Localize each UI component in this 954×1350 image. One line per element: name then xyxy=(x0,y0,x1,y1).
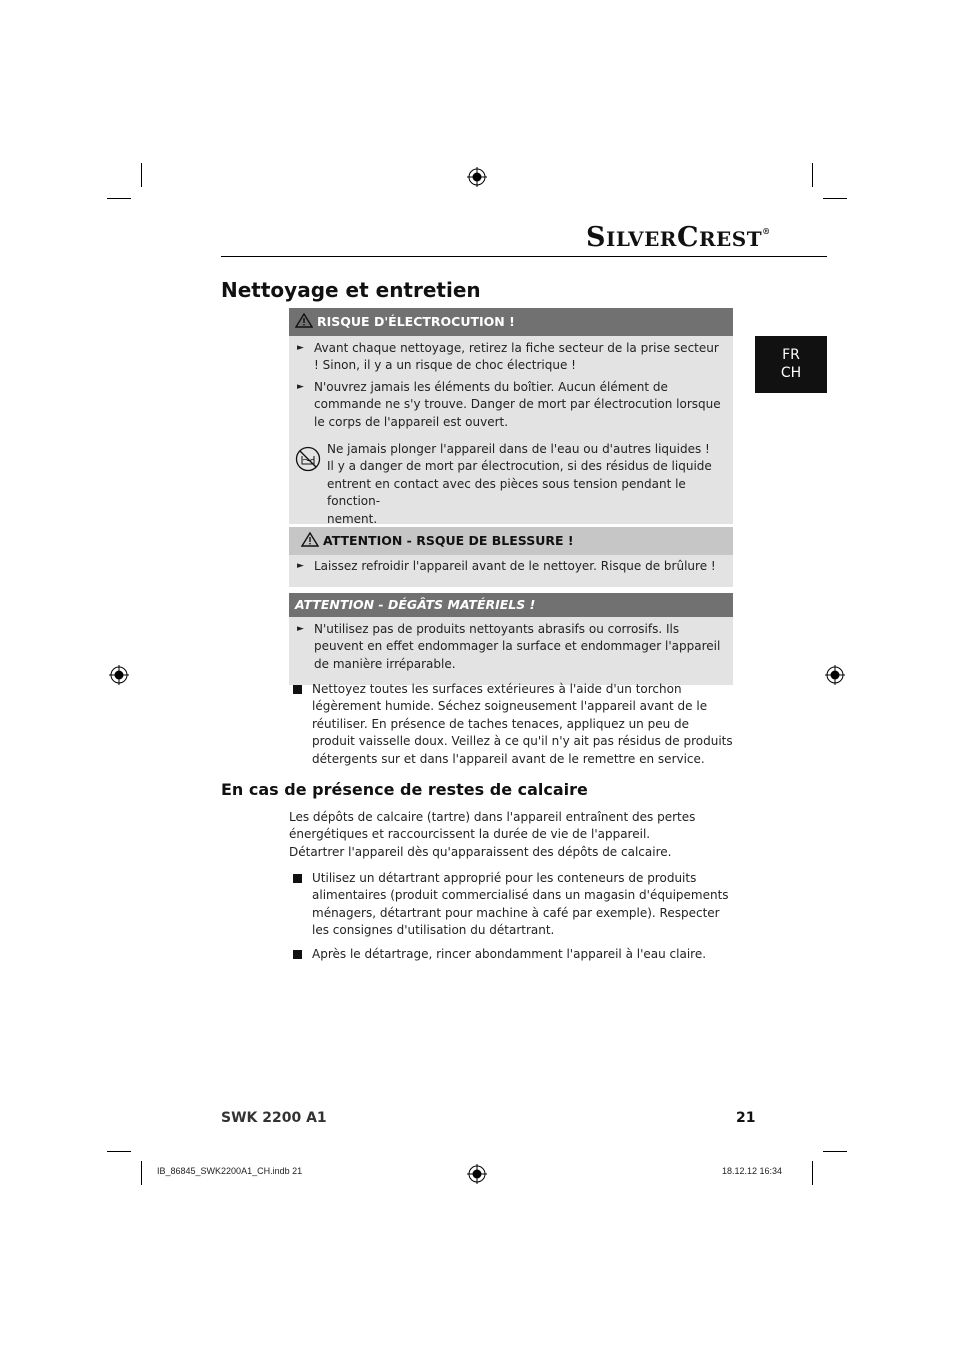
square-bullet-icon xyxy=(293,685,302,694)
list-item: Après le détartrage, rincer abondamment l'appareil à l'eau claire. xyxy=(293,946,733,963)
list-item: ► Avant chaque nettoyage, retirez la fiche secteur de la prise secteur ! Sinon, il y a un risque de choc électrique ! xyxy=(297,341,719,373)
registration-mark-icon xyxy=(825,665,845,685)
crop-mark xyxy=(812,163,813,187)
language-tab: FR CH xyxy=(755,336,827,393)
warning-heading: ATTENTION - RSQUE DE BLESSURE ! xyxy=(289,527,733,555)
crop-mark xyxy=(141,163,142,187)
list-item: ► Laissez refroidir l'appareil avant de le nettoyer. Risque de brûlure ! xyxy=(297,558,723,575)
print-slug-file: IB_86845_SWK2200A1_CH.indb 21 xyxy=(157,1166,303,1176)
no-immersion-icon xyxy=(295,446,321,472)
square-bullet-icon xyxy=(293,950,302,959)
arrow-bullet-icon: ► xyxy=(297,381,304,392)
brand-logo: SILVERCREST® xyxy=(586,222,771,253)
list-item: ► N'ouvrez jamais les éléments du boîtier. Aucun élément de commande ne s'y trouve. Danger de mort par électrocution lorsque le corps de l'appareil est ouvert. xyxy=(297,379,721,429)
list-item: Utilisez un détartrant approprié pour les conteneurs de produits alimentaires (produit commercialisé dans un magasin d'équipements ménagers, détartrant pour machine à café par exemple). Respecter les consignes d'utilisation du détartrant. xyxy=(293,870,733,940)
warning-box-electrocution xyxy=(289,308,733,524)
crop-mark xyxy=(141,1161,142,1185)
warning-box-injury xyxy=(289,527,733,587)
section-title: En cas de présence de restes de calcaire xyxy=(221,780,588,799)
crop-mark xyxy=(812,1161,813,1185)
list-item: ► N'utilisez pas de produits nettoyants abrasifs ou corrosifs. Ils peuvent en effet endommager la surface et endommager l'appareil de manière irréparable. xyxy=(297,622,721,671)
warning-heading: RISQUE D'ÉLECTROCUTION ! xyxy=(289,308,733,336)
arrow-bullet-icon: ► xyxy=(297,343,304,353)
list-item: Nettoyez toutes les surfaces extérieures à l'aide d'un torchon légèrement humide. Séchez soigneusement l'appareil avant de le réutiliser. En présence de taches tenaces, appliquez un peu de produit vaisselle doux. Veillez à ce qu'il n'y ait pas résidus de produits détergents sur et dans l'appareil avant de le remettre en service. xyxy=(293,681,733,768)
warning-heading: ATTENTION - DÉGÂTS MATÉRIELS ! xyxy=(289,593,733,617)
warning-triangle-icon xyxy=(301,532,319,547)
arrow-bullet-icon: ► xyxy=(297,561,304,571)
crop-mark xyxy=(823,198,847,199)
registration-mark-icon xyxy=(467,167,487,187)
print-slug-date: 18.12.12 16:34 xyxy=(722,1166,783,1176)
registration-mark-icon xyxy=(467,1164,487,1184)
header-rule xyxy=(221,256,827,257)
footer-model: SWK 2200 A1 xyxy=(221,1110,327,1126)
crop-mark xyxy=(823,1151,847,1152)
arrow-bullet-icon: ► xyxy=(297,624,304,634)
crop-mark xyxy=(107,198,131,199)
warning-triangle-icon xyxy=(295,313,313,328)
warning-box-damage xyxy=(289,593,733,685)
square-bullet-icon xyxy=(293,874,302,883)
registration-mark-icon xyxy=(109,665,129,685)
crop-mark xyxy=(107,1151,131,1152)
no-immersion-warning: Ne jamais plonger l'appareil dans de l'eau ou d'autres liquides ! Il y a danger de mort par électrocution, si des résidus de liquide entrent en contact avec des pièces sous tension pendant le fonction- nement. xyxy=(297,441,723,528)
page-title: Nettoyage et entretien xyxy=(221,278,481,302)
paragraph: Les dépôts de calcaire (tartre) dans l'appareil entraînent des pertes énergétiques et raccourcissent la durée de vie de l'appareil. Détartrer l'appareil dès qu'apparaissent des dépôts de calcaire. xyxy=(289,810,696,859)
page-number: 21 xyxy=(736,1110,756,1126)
